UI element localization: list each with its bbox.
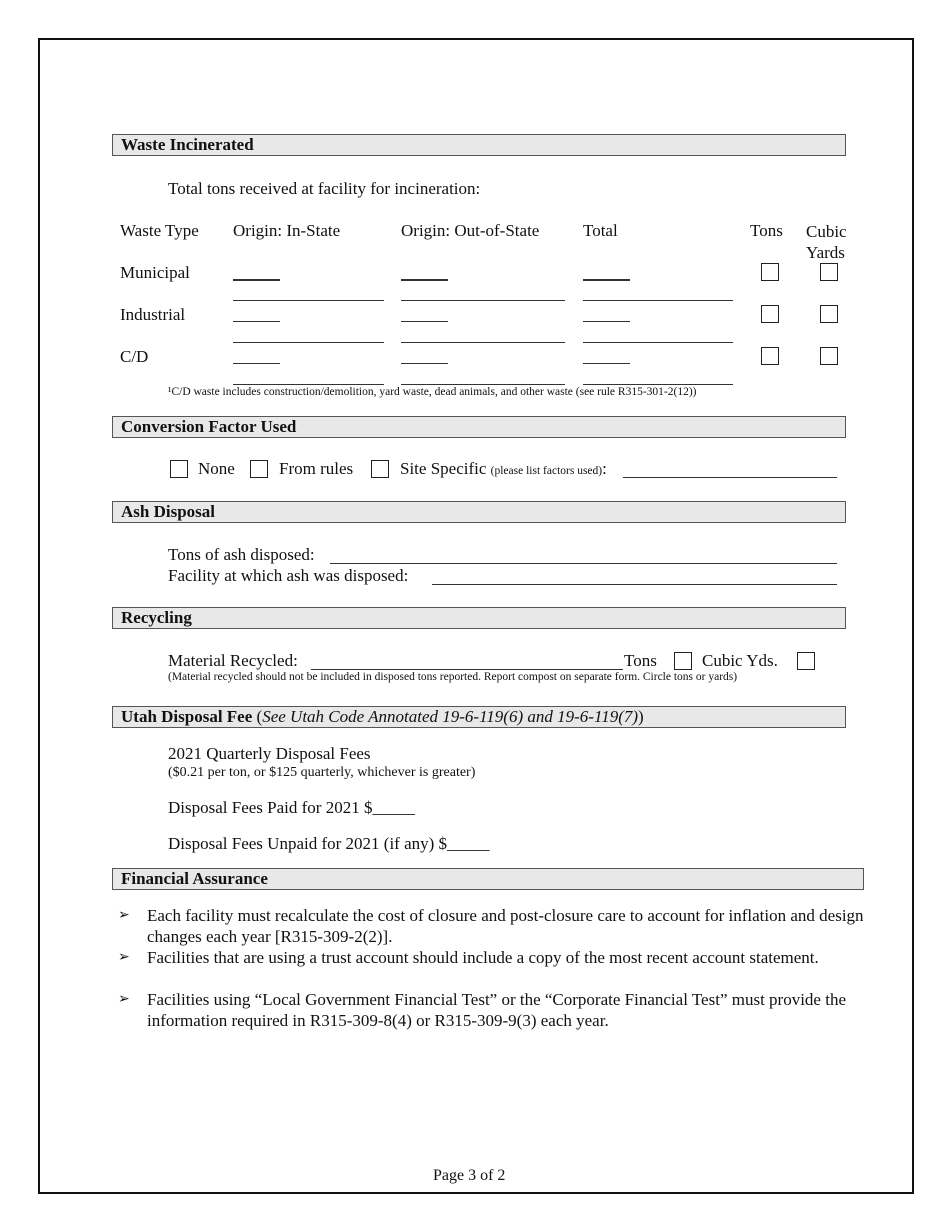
financial-bullet: Facilities that are using a trust account should include a copy of the most recent account statement.: [147, 948, 819, 967]
section-header-fee: [112, 706, 846, 728]
recycling-note: (Material recycled should not be included in disposed tons reported. Report compost on separate form. Circle tons or yards): [168, 671, 738, 683]
ash-tons-label: Tons of ash disposed:: [168, 545, 315, 564]
row-label: Municipal: [120, 263, 190, 282]
arrow-bullet-icon: ➢: [118, 950, 130, 965]
fee-title: Utah Disposal Fee: [121, 707, 253, 726]
none-checkbox[interactable]: [170, 460, 188, 478]
financial-bullet: Each facility must recalculate the cost of closure and post-closure care to account for inflation and design changes each year [R315-309-2(2)].: [147, 906, 864, 946]
row-label: Industrial: [120, 305, 186, 324]
section-header-ash: Ash Disposal: [112, 501, 846, 523]
short-blank[interactable]: [233, 321, 280, 322]
cubic-yards-checkbox[interactable]: [820, 305, 838, 323]
intro-text: Total tons received at facility for incineration:: [168, 179, 481, 198]
tons-checkbox[interactable]: [761, 347, 779, 365]
tons-checkbox[interactable]: [761, 305, 779, 323]
col-tons: Tons: [750, 221, 783, 240]
fee-rate: ($0.21 per ton, or $125 quarterly, whichever is greater): [168, 765, 476, 780]
amount-input[interactable]: [583, 300, 733, 301]
short-blank[interactable]: [583, 321, 630, 322]
section-header-recycling: Recycling: [112, 607, 846, 629]
amount-input[interactable]: [583, 342, 733, 343]
ash-facility-input[interactable]: [432, 584, 837, 585]
fee-ref-open: (: [252, 707, 263, 726]
short-blank[interactable]: [401, 363, 448, 364]
arrow-bullet-icon: ➢: [118, 908, 130, 923]
recycled-tons-label: Tons: [624, 651, 657, 670]
cubic-yards-checkbox[interactable]: [820, 347, 838, 365]
financial-bullet: Facilities using “Local Government Financial Test” or the “Corporate Financial Test” must provide the information required in R315-309-8(4) or R315-309-9(3) each year.: [147, 990, 847, 1030]
fees-unpaid[interactable]: Disposal Fees Unpaid for 2021 (if any) $_____: [168, 834, 490, 853]
short-blank[interactable]: [401, 279, 448, 281]
cubic-yards-checkbox[interactable]: [820, 263, 838, 281]
recycled-tons-checkbox[interactable]: [674, 652, 692, 670]
short-blank[interactable]: [233, 363, 280, 364]
page-number: Page 3 of 2: [433, 1167, 506, 1184]
fee-ref: See Utah Code Annotated 19-6-119(6) and 19-6-119(7): [262, 707, 639, 726]
short-blank[interactable]: [583, 279, 630, 281]
col-in-state: Origin: In-State: [233, 221, 341, 240]
short-blank[interactable]: [401, 321, 448, 322]
material-recycled-input[interactable]: [311, 669, 623, 670]
recycled-cubic-label: Cubic Yds.: [702, 651, 778, 670]
quarterly-fees-label: 2021 Quarterly Disposal Fees: [168, 744, 371, 763]
col-waste-type: Waste Type: [120, 221, 199, 240]
section-header-conversion: Conversion Factor Used: [112, 416, 846, 438]
col-cubic-yards: Cubic Yards: [806, 222, 847, 262]
row-label: C/D: [120, 347, 149, 366]
recycled-cubic-checkbox[interactable]: [797, 652, 815, 670]
colon: :: [602, 459, 607, 478]
site-specific-factors-input[interactable]: [623, 477, 837, 478]
from-rules-label: From rules: [279, 459, 354, 478]
site-specific-text: Site Specific: [400, 459, 487, 478]
site-specific-checkbox[interactable]: [371, 460, 389, 478]
amount-input[interactable]: [233, 384, 384, 385]
short-blank[interactable]: [233, 279, 280, 281]
fee-ref-close: ): [638, 707, 644, 726]
short-blank[interactable]: [583, 363, 630, 364]
section-header-waste-incinerated: Waste Incinerated: [112, 134, 846, 156]
arrow-bullet-icon: ➢: [118, 992, 130, 1007]
section-header-financial: Financial Assurance: [112, 868, 864, 890]
site-specific-note: (please list factors used): [490, 465, 603, 477]
amount-input[interactable]: [401, 300, 565, 301]
amount-input[interactable]: [401, 384, 565, 385]
tons-checkbox[interactable]: [761, 263, 779, 281]
site-specific-label: [400, 459, 607, 479]
col-out-state: Origin: Out-of-State: [401, 221, 540, 240]
amount-input[interactable]: [583, 384, 733, 385]
material-recycled-label: Material Recycled:: [168, 651, 298, 670]
amount-input[interactable]: [233, 342, 384, 343]
ash-tons-input[interactable]: [330, 563, 837, 564]
amount-input[interactable]: [401, 342, 565, 343]
from-rules-checkbox[interactable]: [250, 460, 268, 478]
none-label: None: [198, 459, 235, 478]
ash-facility-label: Facility at which ash was disposed:: [168, 566, 409, 585]
cd-footnote: ¹C/D waste includes construction/demolition, yard waste, dead animals, and other waste (see rule R315-301-2(12)): [168, 386, 697, 398]
amount-input[interactable]: [233, 300, 384, 301]
col-total: Total: [583, 221, 618, 240]
fees-paid[interactable]: Disposal Fees Paid for 2021 $_____: [168, 798, 415, 817]
